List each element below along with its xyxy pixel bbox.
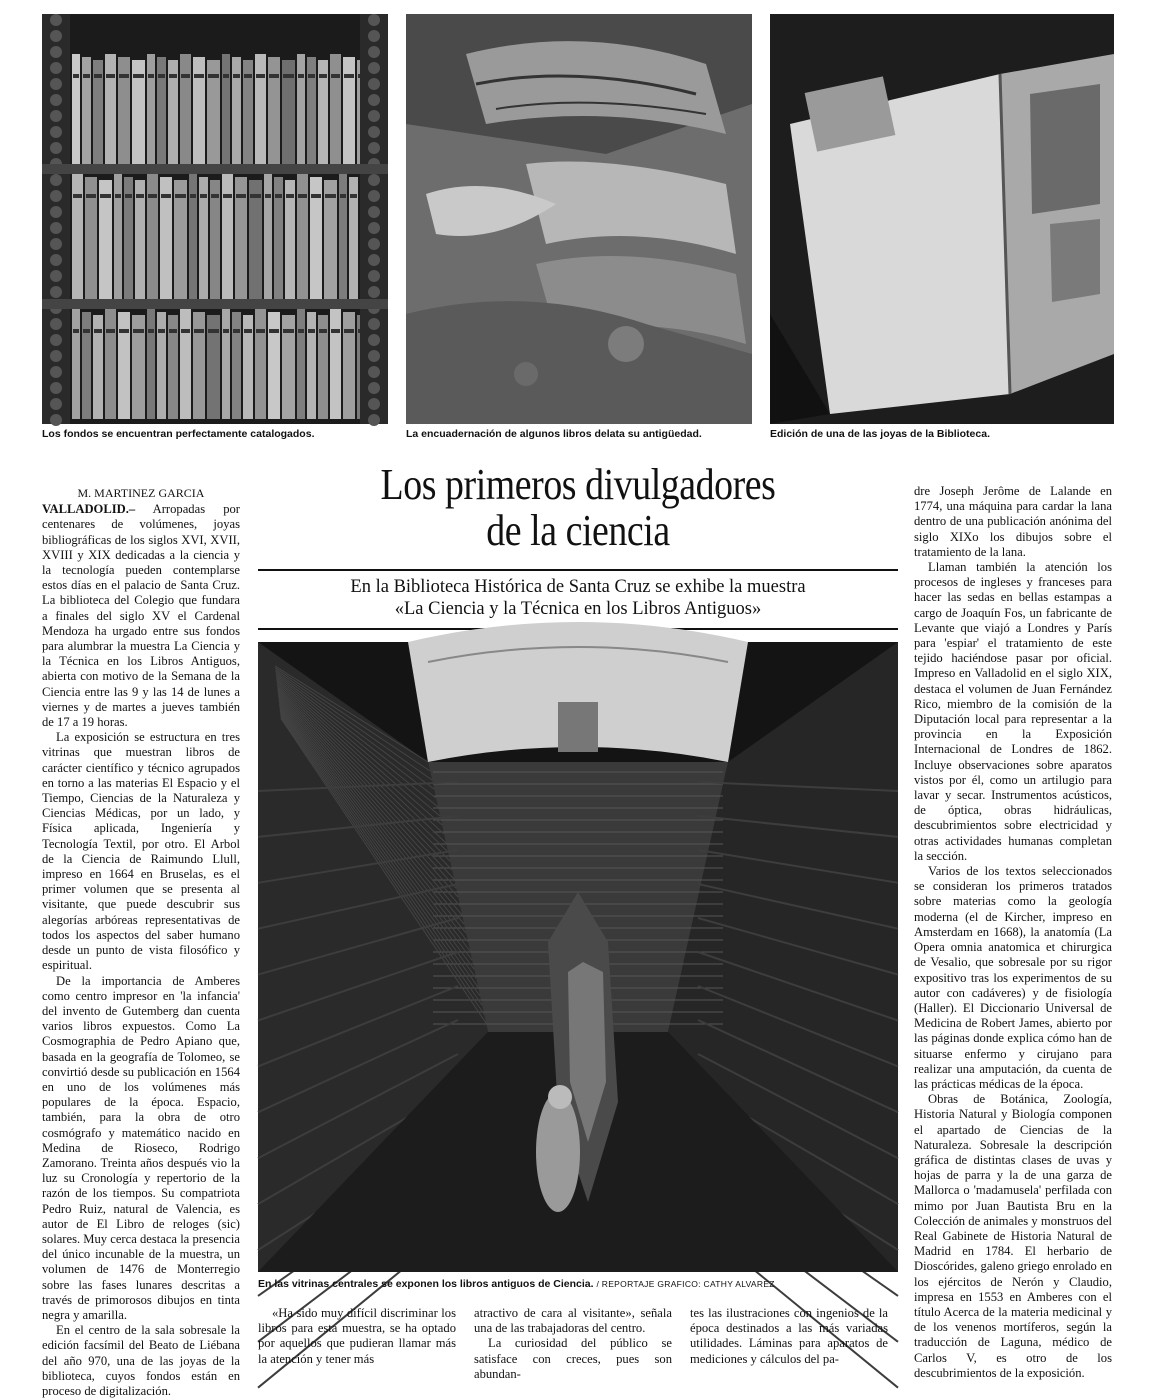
dateline: VALLADOLID.– [42,502,136,517]
paragraph: tes las ilustraciones con ingenios de la época destinados a las más variadas utilidades. Láminas para aparatos de mediciones y cálculos del pa- [690,1306,888,1366]
article-column-2 [258,1306,456,1372]
subhead-line: «La Ciencia y la Técnica en los Libros Antiguos» [394,599,762,619]
bookshelf-caption: Los fondos se encuentran perfectamente catalogados. [42,428,315,440]
headline-line: de la ciencia [486,506,670,555]
bookshelf-photo [42,14,388,424]
paragraph: Arropadas por centenares de volúmenes, joyas bibliográficas de los siglos XVI, XVII, XVIII y XIX dedicadas a la ciencia y la tecnología pueden contemplarse estos días en el palacio de Santa Cruz. La biblioteca del Colegio que fundara a finales del siglo XV el Cardenal Mendoza ha urgado entre sus fondos para alumbrar la muestra La Ciencia y la Técnica en los Libros Antiguos, abierta con motivo de la Semana de la Ciencia entre las 9 y las 14 de lunes a viernes y de martes a jueves también de 17 a 19 horas. [42,502,240,730]
binding-caption: La encuadernación de algunos libros delata su antigüedad. [406,428,702,440]
divider [258,569,898,571]
edition-caption: Edición de una de las joyas de la Biblioteca. [770,428,990,440]
subheadline [258,576,898,620]
open-book-photo [770,14,1114,424]
paragraph: Obras de Botánica, Zoología, Historia Natural y Biología componen el apartado de Ciencias de la Naturaleza. Sobresale la descripción gráfica de distintas clases de uvas y hojas de parra y la de una garza de Mallorca o 'madamusela' perfilada con mimo por Juan Bautista Bru en la Colección de animales y monstruos del Real Gabinete de Historia Natural de Madrid en 1784. El herbario de Dioscórides, galeno griego enrolado en los ejércitos de Nerón y Claudio, impresa en 1553 en Amberes con el título Acerca de la materia medicinal y de los venenos mortíferos, según la traducción de Laguna, médico de Carlos V, es otro de los descubrimientos de la exposición. [914,1092,1112,1380]
library-hall-photo [258,642,898,1272]
article-column-1 [42,486,240,1398]
binding-photo [406,14,752,424]
paragraph: Varios de los textos seleccionados se consideran los primeros tratados sobre materias como la geología moderna (el de Kircher, impreso en Amsterdam en 1668), la anatomía (La Opera omnia anatomica et chirurgica de Vesalio, que sobresale por su rigor expositivo tras los experimentos de su autor con cadáveres) y de fisiología (Haller). El Diccionario Universal de Medicina de Robert James, abierto por las páginas donde explica cómo han de situarse enfermo y cirujano para realizar una amputación, da cuenta de las prácticas médicas de la época. [914,864,1112,1091]
article-column-4 [690,1306,888,1372]
byline: M. MARTINEZ GARCIA [77,486,205,500]
paragraph: Llaman también la atención los procesos de ingleses y franceses para hacer las sedas en bellas estampas a cargo de Joaquín Fos, un fabricante de Levante que viajó a Londres y París para 'espiar' el tratamiento de este tejido haciéndose pasar por oficial. Impreso en Valladolid en el siglo XIX, destaca el volumen de Juan Fernández Rico, miembro de la comisión de la Diputación local para representar a la provincia en la Exposición Internacional de Londres de 1862. Incluye observaciones sobre aparatos vistos por él, como un artilugio para lavar y secar. Instrumentos acústicos, de óptica, obras hidráulicas, descubrimientos sobre electricidad y otras actividades humanas completan la sección. [914,560,1112,863]
paragraph: La exposición se estructura en tres vitrinas que muestran libros de carácter científico y técnico agrupados en torno a las materias El Espacio y el Tiempo, Ciencias de la Naturaleza y Ciencias Médicas, por un lado, y Física aplicada, Ingeniería y Tecnología Textil, por otro. El Arbol de la Ciencia de Raimundo Llull, impreso en 1664 en Bruselas, es el primer volumen que se presenta al visitante, que puede descubrir sus alegorías arbóreas representativas de todos los aspectos del saber humano desde un punto de vista filosófico y espiritual. [42,730,240,973]
article-column-5 [914,484,1112,1380]
library-caption-text: En las vitrinas centrales se exponen los libros antiguos de Ciencia. [258,1278,594,1290]
article-column-3 [474,1306,672,1381]
headline [303,462,853,554]
headline-line: Los primeros divulgadores [380,460,776,509]
paragraph: «Ha sido muy difícil discriminar los libros para esta muestra, se ha optado por aquellos que pudieran llamar más la atención y tener más [258,1306,456,1366]
paragraph: dre Joseph Jerôme de Lalande en 1774, una máquina para cardar la lana dentro de una publicación anónima del siglo XIXo los dibujos sobre el tratamiento de la lana. [914,484,1112,559]
paragraph: atractivo de cara al visitante», señala una de las trabajadoras del centro. [474,1306,672,1336]
paragraph: De la importancia de Amberes como centro impresor en 'la infancia' del invento de Gutemberg dan cuenta varios libros expuestos. Como La Cosmographia de Pedro Apiano que, basada en la geografía de Tolomeo, se convirtió desde su publicación en 1564 en uno de los volúmenes más populares de la época. Espacio, también, para la obra de otro cosmógrafo y matemático nacido en Medina de Rioseco, Rodrigo Zamorano. Treinta años después vio la luz su Cronología y repertorio de la razón de los tiempos. Su compatriota Pedro Ruiz, natural de Valencia, es autor de El Libro de reloges (sic) solares. Muy cerca destaca la presencia del único incunable de la muestra, un volumen de 1476 de Monterregio sobre las fases lunares descritas a través de primorosos dibujos en tinta negra y amarilla. [42,973,240,1322]
photo-credit: / REPORTAJE GRAFICO: CATHY ALVAREZ [596,1279,775,1289]
subhead-line: En la Biblioteca Histórica de Santa Cruz se exhibe la muestra [350,577,806,597]
paragraph: La curiosidad del público se satisface con creces, pues son abundan- [474,1336,672,1381]
library-caption [258,1278,775,1290]
paragraph: En el centro de la sala sobresale la edición facsímil del Beato de Liébana del año 970, una de las joyas de la biblioteca, cuyos fondos están en proceso de digitalización. [42,1323,240,1398]
